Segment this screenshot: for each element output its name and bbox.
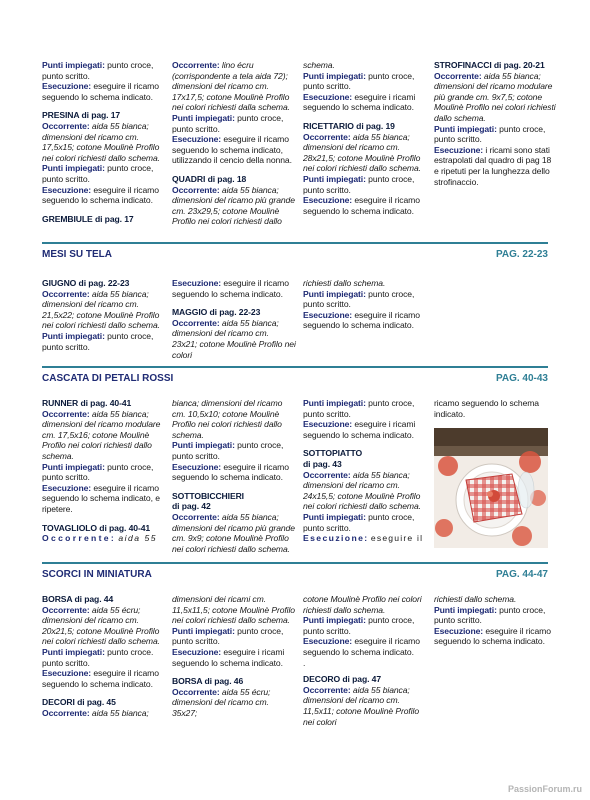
text-occorrente: aida 55 [118, 533, 158, 544]
text-punti: punto croce, punto scritto. [303, 398, 415, 419]
text-esecuzione: eseguire il ricamo seguendo lo schema indicato. [172, 461, 289, 483]
text-occorrente: aida 55 bianca; [91, 707, 149, 718]
text-occorrente: aida 55 bianca; dimensioni del ricamo modulare più grande cm. 9x7,5; cotone Moulinè Profilo nei colori richiesti dallo schema. [434, 70, 556, 123]
label-occorrente: Occorrente: [172, 184, 220, 195]
mesi-column-1 [42, 278, 166, 358]
text-punti: punto croce. punto scritto. [42, 646, 154, 668]
text-occorrente: aida 55 écru; dimensioni del ricamo cm. 20x21,5; cotone Moulinè Profilo nei colori richiesti dallo schema. [42, 604, 160, 647]
item-title-sottopiatto: SOTTOPIATTO [303, 448, 363, 459]
item-title-decoro-47: DECORO di pag. 47 [303, 674, 382, 685]
text-continued: richiesti dallo schema. [303, 278, 386, 288]
mesi-column-3 [303, 278, 427, 337]
watermark: PassionForum.ru [507, 784, 582, 794]
item-title-maggio: MAGGIO di pag. 22-23 [172, 307, 261, 318]
text-esecuzione: eseguire i ricami seguendo lo schema indicato. [303, 419, 416, 440]
text-punti: punto croce, punto scritto. [434, 604, 546, 626]
text-esecuzione: eseguire il ricamo seguendo lo schema indicato. [42, 184, 159, 206]
section-page-ref: PAG. 40-43 [495, 373, 548, 384]
text-punti: punto croce, punto scritto. [42, 461, 154, 483]
label-esecuzione: Esecuzione: [172, 461, 222, 472]
section-rule [42, 242, 548, 244]
text-punti: punto croce, punto scritto. [172, 440, 284, 461]
text-punti: punto croce, punto scritto. [172, 625, 284, 647]
label-occorrente: Occorrente: [172, 511, 220, 522]
item-title-grembiule: GREMBIULE di pag. 17 [42, 213, 134, 224]
table-setting-photo [434, 428, 548, 548]
label-esecuzione: Esecuzione: [42, 668, 92, 679]
scorci-column-3 [303, 594, 427, 733]
cascata-column-1 [42, 398, 166, 550]
label-punti: Punti impiegati: [303, 288, 366, 299]
item-title-decori-45: DECORI di pag. 45 [42, 697, 116, 708]
label-punti: Punti impiegati: [172, 440, 235, 451]
scorci-column-1 [42, 594, 166, 725]
section-title: MESI SU TELA [42, 249, 113, 260]
item-title-sottopiatto-page: di pag. 43 [303, 458, 342, 469]
label-occorrente: Occorrente: [42, 604, 90, 615]
label-punti: Punti impiegati: [303, 70, 366, 81]
top-column-3 [303, 60, 427, 222]
cascata-column-3 [303, 398, 427, 550]
text-punti: punto croce, punto scritto. [303, 70, 415, 92]
text-occorrente: aida 55 bianca; dimensioni del ricamo cm. 24x15,5; cotone Moulinè Profilo nei colori richiesti dallo schema. [303, 469, 421, 512]
scorci-column-4 [434, 594, 558, 653]
label-punti: Punti impiegati: [172, 625, 235, 636]
text-occorrente: aida 55 bianca; dimensioni del ricamo modulare cm. 17,5x16; cotone Moulinè Profilo nei colori richiesti dallo schema. [42, 408, 161, 461]
section-page-ref: PAG. 44-47 [495, 569, 548, 580]
item-title-borsa-44: BORSA di pag. 44 [42, 594, 114, 604]
section-title: SCORCI IN MINIATURA [42, 569, 152, 580]
item-title-giugno: GIUGNO di pag. 22-23 [42, 278, 130, 288]
label-esecuzione: Esecuzione: [303, 419, 353, 430]
label-punti: Punti impiegati: [42, 60, 105, 70]
text-esecuzione: eseguire il ricamo seguendo lo schema indicato, utilizzando il cencio della nonna. [172, 134, 292, 166]
label-esecuzione: Esecuzione: [42, 184, 92, 195]
item-title-strofinacci: STROFINACCI di pag. 20-21 [434, 60, 545, 70]
text-punti: punto croce, punto scritto. [42, 163, 154, 184]
label-occorrente: Occorrente: [172, 60, 220, 70]
text-esecuzione: eseguire il ricamo seguendo lo schema indicato. [303, 195, 420, 216]
text-esecuzione: eseguire il ricamo seguendo lo schema indicato. [303, 636, 420, 657]
photo-illustration [434, 428, 548, 548]
label-punti: Punti impiegati: [303, 511, 366, 522]
text-occorrente: aida 55 bianca; dimensioni del ricamo più grande cm. 9x9; cotone Moulinè Profilo nei colori richiesti dallo schema. [172, 511, 295, 554]
text-punti: punto croce, punto scritto. [42, 330, 154, 352]
text-continued: dimensioni dei ricami cm. 11,5x11,5; cotone Moulinè Profilo nei colori richiesti dallo schema. [172, 594, 295, 626]
item-title-runner: RUNNER di pag. 40-41 [42, 398, 132, 408]
item-title-quadri: QUADRI di pag. 18 [172, 173, 247, 184]
item-title-borsa-46: BORSA di pag. 46 [172, 676, 244, 687]
label-esecuzione: Esecuzione: [434, 625, 484, 636]
label-occorrente: Occorrente: [42, 288, 90, 299]
text-punti: punto croce, punto scritto. [303, 288, 415, 310]
top-column-4 [434, 60, 558, 193]
label-occorrente: Occorrente: [303, 131, 351, 142]
text-esecuzione: eseguire il ricamo seguendo lo schema indicato. [42, 81, 159, 102]
text-occorrente: lino écru (corrispondente a tela aida 72); dimensioni del ricamo cm. 17x17,5; cotone Moulinè Profilo nei colori richiesti dalla schema. [172, 60, 290, 113]
text-esecuzione: eseguire il ricamo seguendo lo schema indicato. [42, 668, 159, 689]
text-occorrente: aida 55 écru; dimensioni del ricamo cm. 35x27; [172, 686, 271, 718]
label-esecuzione: Esecuzione: [42, 81, 92, 92]
item-title-sottobicchieri: SOTTOBICCHIERI [172, 490, 244, 501]
scorci-column-2 [172, 594, 296, 725]
mesi-column-2 [172, 278, 296, 366]
label-occorrente: Occorrente: [42, 533, 117, 544]
label-occorrente: Occorrente: [42, 120, 90, 131]
text-punti: punto croce, punto scritto. [172, 112, 284, 134]
label-punti: Punti impiegati: [303, 615, 366, 626]
item-title-sottobicchieri-page: di pag. 42 [172, 501, 211, 512]
top-column-2 [172, 60, 296, 233]
label-occorrente: Occorrente: [172, 317, 220, 328]
text-esecuzione: i ricami sono stati estrapolati dal quadro di pag 18 e ripetuti per la lunghezza dello strofinaccio. [434, 144, 552, 187]
text-esecuzione: eseguire il ricamo seguendo lo schema indicato. [434, 625, 551, 647]
label-punti: Punti impiegati: [303, 398, 366, 408]
label-punti: Punti impiegati: [172, 112, 235, 123]
text-punti: punto croce, punto scritto. [434, 123, 546, 145]
text-punti: punto croce, punto scritto. [303, 173, 415, 195]
top-column-1 [42, 60, 166, 230]
label-occorrente: Occorrente: [172, 686, 220, 697]
label-punti: Punti impiegati: [42, 163, 105, 174]
label-punti: Punti impiegati: [303, 173, 366, 184]
cascata-column-2 [172, 398, 296, 560]
text-dot: . [303, 657, 306, 668]
item-title-presina: PRESINA di pag. 17 [42, 110, 121, 121]
label-punti: Punti impiegati: [434, 604, 497, 615]
section-rule [42, 366, 548, 368]
label-esecuzione: Esecuzione: [303, 91, 353, 102]
text-esecuzione: eseguire il ricamo seguendo lo schema indicato. [303, 309, 420, 331]
text-continued: richiesti dallo schema. [434, 594, 517, 604]
item-title-ricettario: RICETTARIO di pag. 19 [303, 120, 395, 131]
section-header-cascata [42, 366, 548, 386]
label-esecuzione: Esecuzione: [303, 195, 353, 206]
label-esecuzione: Esecuzione: [303, 533, 369, 544]
text-continued: ricamo seguendo lo schema indicato. [434, 398, 539, 419]
label-esecuzione: Esecuzione: [303, 309, 353, 320]
text-esecuzione: eseguire il ricamo seguendo lo schema indicato. [172, 278, 289, 299]
item-title-tovagliolo: TOVAGLIOLO di pag. 40-41 [42, 522, 151, 533]
cascata-column-4 [434, 398, 558, 425]
label-esecuzione: Esecuzione: [434, 144, 484, 155]
label-esecuzione: Esecuzione: [303, 636, 353, 647]
section-page-ref: PAG. 22-23 [495, 249, 548, 260]
label-punti: Punti impiegati: [42, 646, 105, 657]
text-esecuzione: eseguire i ricami seguendo lo schema indicato. [172, 646, 285, 668]
label-punti: Punti impiegati: [42, 330, 105, 341]
text-continued: cotone Moulinè Profilo nei colori richiesti dallo schema. [303, 594, 422, 615]
section-header-mesi [42, 242, 548, 262]
label-esecuzione: Esecuzione: [172, 646, 222, 657]
label-esecuzione: Esecuzione: [172, 134, 222, 145]
text-occorrente: aida 55 bianca; dimensioni del ricamo cm. 28x21,5; cotone Moulinè Profilo nei colori richiesti dallo schema. [303, 131, 421, 174]
text-occorrente: aida 55 bianca; dimensioni del ricamo cm. 11,5x11; cotone Moulinè Profilo nei colori [303, 684, 420, 727]
label-occorrente: Occorrente: [42, 707, 90, 718]
text-occorrente: aida 55 bianca; dimensioni del ricamo cm. 17,5x15; cotone Moulinè Profilo nei colori richiesti dallo schema. [42, 120, 160, 163]
text-continued: schema. [303, 60, 335, 70]
text-esecuzione: eseguire il [370, 533, 424, 544]
text-punti: punto croce, punto scritto. [42, 60, 154, 81]
section-title: CASCATA DI PETALI ROSSI [42, 373, 174, 384]
label-occorrente: Occorrente: [42, 408, 90, 419]
text-occorrente: aida 55 bianca; dimensioni del ricamo più grande cm. 23x29,5; cotone Moulinè Profilo nei colori richiesti dallo [172, 184, 295, 227]
text-punti: punto croce, punto scritto. [303, 511, 415, 533]
section-header-scorci [42, 562, 548, 582]
text-occorrente: aida 55 bianca; dimensioni del ricamo cm. 23x21; cotone Moulinè Profilo nei colori [172, 317, 296, 360]
label-occorrente: Occorrente: [303, 469, 351, 480]
label-punti: Punti impiegati: [42, 461, 105, 472]
label-occorrente: Occorrente: [434, 70, 482, 81]
section-rule [42, 562, 548, 564]
text-occorrente: aida 55 bianca; dimensioni del ricamo cm. 21,5x22; cotone Moulinè Profilo nei colori richiesti dallo schema. [42, 288, 160, 331]
text-esecuzione: eseguire il ricamo seguendo lo schema indicato, e ripetere. [42, 482, 160, 514]
label-punti: Punti impiegati: [434, 123, 497, 134]
label-esecuzione: Esecuzione: [42, 482, 92, 493]
label-esecuzione: Esecuzione: [172, 278, 222, 288]
text-punti: punto croce, punto scritto. [303, 615, 415, 636]
text-continued: bianca; dimensioni del ricamo cm. 10,5x10; cotone Moulinè Profilo nei colori richiesti dallo schema. [172, 398, 283, 440]
text-esecuzione: eseguire i ricami seguendo lo schema indicato. [303, 91, 416, 113]
label-occorrente: Occorrente: [303, 684, 351, 695]
